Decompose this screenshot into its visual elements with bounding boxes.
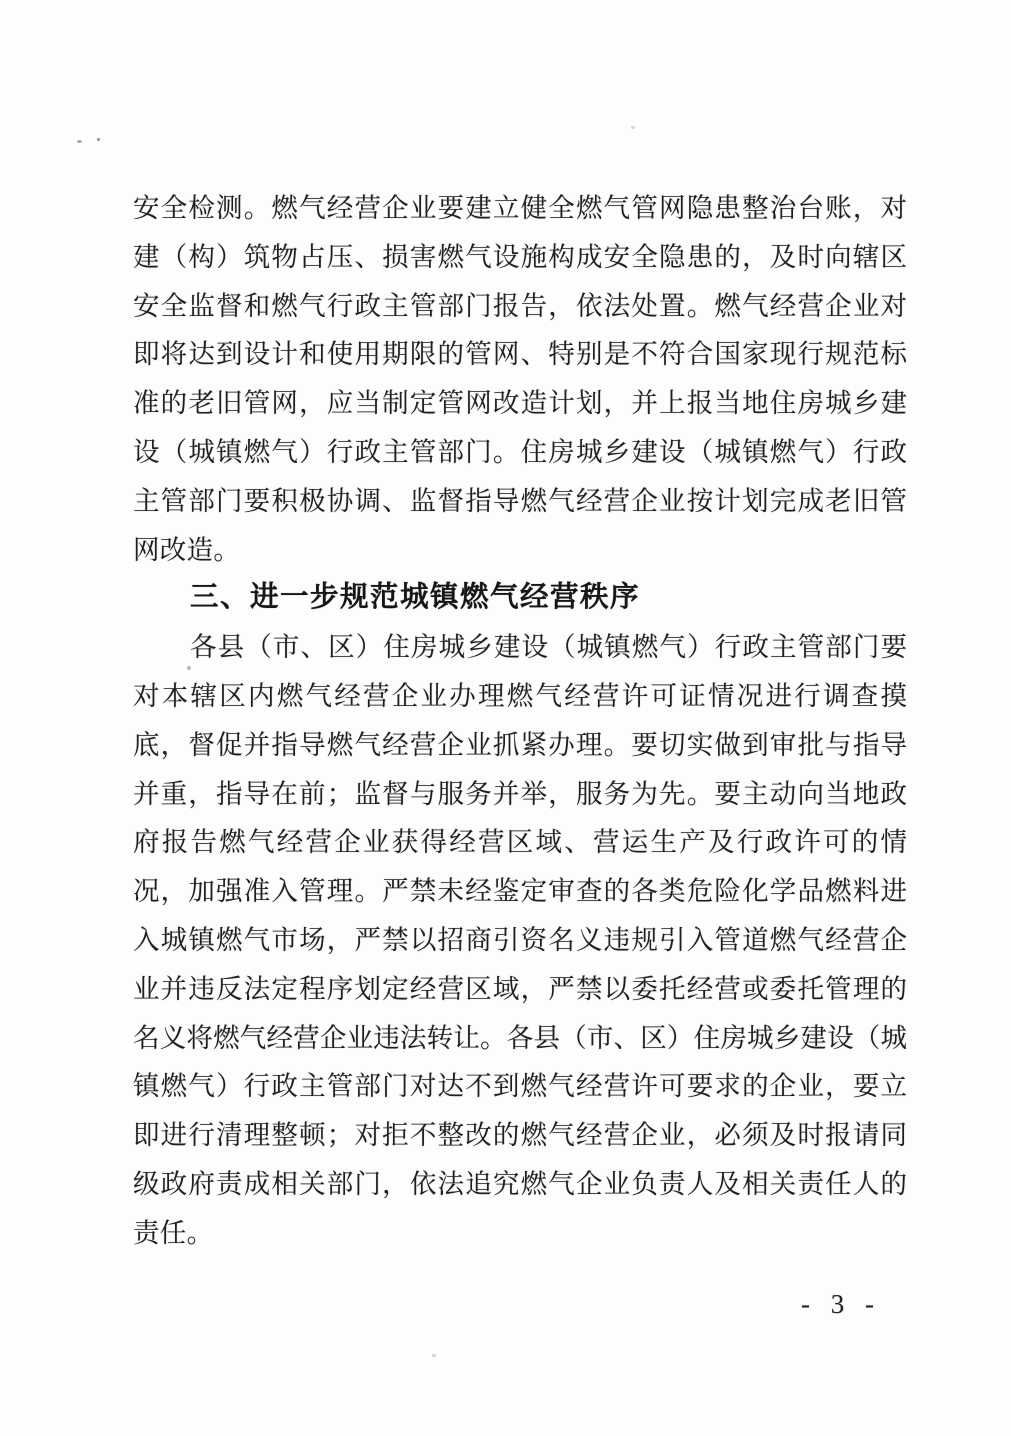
body-line: 主管部门要积极协调、监督指导燃气经营企业按计划完成老旧管 — [133, 485, 907, 516]
body-line: 准的老旧管网，应当制定管网改造计划，并上报当地住房城乡建 — [133, 388, 907, 419]
body-line: 并重，指导在前；监督与服务并举，服务为先。要主动向当地政 — [133, 778, 907, 809]
section-heading: 三、进一步规范城镇燃气经营秩序 — [190, 582, 641, 614]
body-line: 况，加强准入管理。严禁未经鉴定审查的各类危险化学品燃料进 — [133, 876, 907, 907]
scan-speck — [432, 1354, 436, 1357]
body-line: 府报告燃气经营企业获得经营区域、营运生产及行政许可的情 — [133, 827, 907, 858]
body-line: 名义将燃气经营企业违法转让。各县（市、区）住房城乡建设（城 — [133, 1022, 907, 1053]
body-line: 级政府责成相关部门，依法追究燃气企业负责人及相关责任人的 — [133, 1168, 907, 1199]
body-line: 安全检测。燃气经营企业要建立健全燃气管网隐患整治台账，对 — [133, 193, 907, 223]
scan-speck — [77, 140, 82, 143]
body-line: 对本辖区内燃气经营企业办理燃气经营许可证情况进行调查摸 — [133, 680, 907, 711]
page-number: - 3 - — [801, 1289, 881, 1319]
body-line: 设（城镇燃气）行政主管部门。住房城乡建设（城镇燃气）行政 — [133, 436, 907, 467]
scan-speck — [97, 138, 100, 141]
body-line: 建（构）筑物占压、损害燃气设施构成安全隐患的，及时向辖区 — [133, 241, 907, 272]
body-line: 责任。 — [133, 1217, 214, 1248]
body-line: 业并违反法定程序划定经营区域，严禁以委托经营或委托管理的 — [133, 973, 907, 1004]
body-line: 网改造。 — [133, 534, 241, 565]
body-line: 即进行清理整顿；对拒不整改的燃气经营企业，必须及时报请同 — [133, 1120, 907, 1151]
body-line: 即将达到设计和使用期限的管网、特别是不符合国家现行规范标 — [133, 339, 907, 370]
body-line: 入城镇燃气市场，严禁以招商引资名义违规引入管道燃气经营企 — [133, 924, 907, 955]
body-line: 镇燃气）行政主管部门对达不到燃气经营许可要求的企业，要立 — [133, 1071, 907, 1102]
scan-speck — [631, 126, 635, 129]
document-body — [133, 184, 907, 1258]
body-line: 安全监督和燃气行政主管部门报告，依法处置。燃气经营企业对 — [133, 290, 907, 321]
body-line: 各县（市、区）住房城乡建设（城镇燃气）行政主管部门要 — [190, 632, 907, 663]
body-line: 底，督促并指导燃气经营企业抓紧办理。要切实做到审批与指导 — [133, 729, 907, 760]
